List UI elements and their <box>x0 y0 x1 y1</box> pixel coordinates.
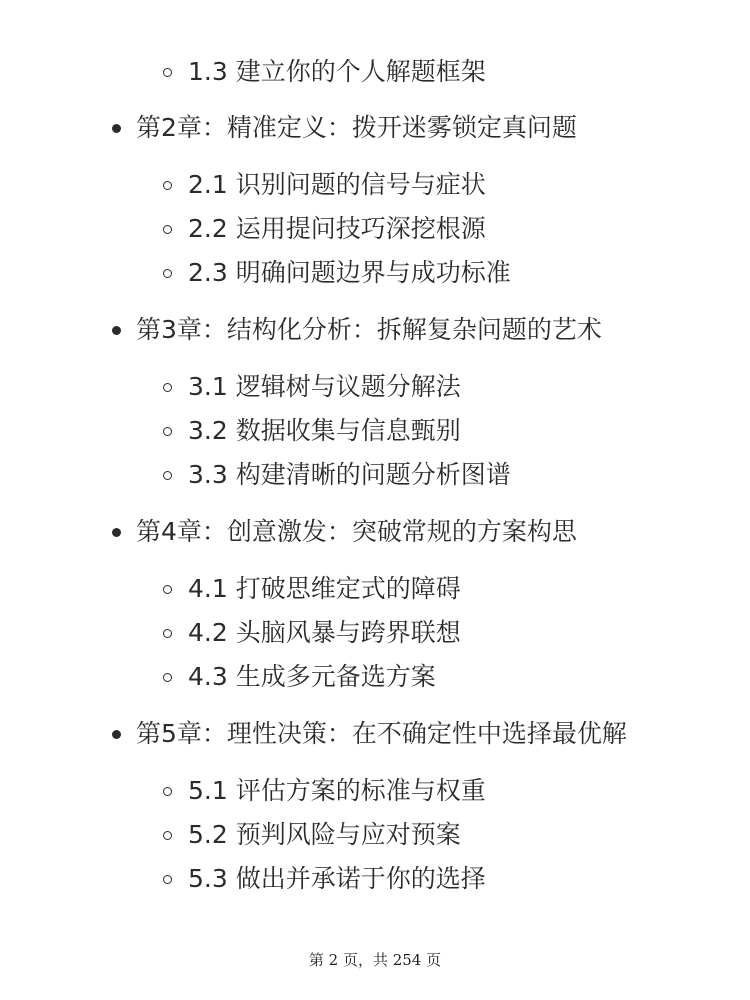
toc-chapter-label: 第3章：结构化分析：拆解复杂问题的艺术 <box>136 315 602 344</box>
toc-item-5-2[interactable] <box>163 818 461 852</box>
toc-item-label: 5.1 评估方案的标准与权重 <box>188 776 486 805</box>
toc-item-label: 3.2 数据收集与信息甄别 <box>188 416 461 445</box>
circle-bullet-icon <box>163 787 172 796</box>
toc-chapter-label: 第4章：创意激发：突破常规的方案构思 <box>136 517 577 546</box>
toc-chapter-label: 第2章：精准定义：拨开迷雾锁定真问题 <box>136 113 577 142</box>
circle-bullet-icon <box>163 585 172 594</box>
circle-bullet-icon <box>163 269 172 278</box>
toc-item-label: 2.2 运用提问技巧深挖根源 <box>188 214 486 243</box>
toc-chapter-2[interactable] <box>112 111 577 145</box>
toc-item-label: 3.3 构建清晰的问题分析图谱 <box>188 460 511 489</box>
toc-item-label: 4.2 头脑风暴与跨界联想 <box>188 618 461 647</box>
toc-item-5-3[interactable] <box>163 862 486 896</box>
circle-bullet-icon <box>163 68 172 77</box>
disc-bullet-icon <box>112 730 121 739</box>
circle-bullet-icon <box>163 383 172 392</box>
circle-bullet-icon <box>163 471 172 480</box>
toc-item-2-2[interactable] <box>163 212 486 246</box>
disc-bullet-icon <box>112 528 121 537</box>
circle-bullet-icon <box>163 875 172 884</box>
toc-item-label: 1.3 建立你的个人解题框架 <box>188 57 486 86</box>
disc-bullet-icon <box>112 124 121 133</box>
circle-bullet-icon <box>163 673 172 682</box>
toc-item-label: 2.3 明确问题边界与成功标准 <box>188 258 511 287</box>
toc-item-3-3[interactable] <box>163 458 511 492</box>
circle-bullet-icon <box>163 831 172 840</box>
circle-bullet-icon <box>163 629 172 638</box>
toc-chapter-label: 第5章：理性决策：在不确定性中选择最优解 <box>136 719 627 748</box>
toc-item-label: 2.1 识别问题的信号与症状 <box>188 170 486 199</box>
toc-item-5-1[interactable] <box>163 774 486 808</box>
circle-bullet-icon <box>163 427 172 436</box>
toc-item-4-1[interactable] <box>163 572 461 606</box>
toc-chapter-4[interactable] <box>112 515 577 549</box>
toc-item-label: 4.3 生成多元备选方案 <box>188 662 436 691</box>
toc-item-2-3[interactable] <box>163 256 511 290</box>
toc-item-4-2[interactable] <box>163 616 461 650</box>
toc-item-label: 5.3 做出并承诺于你的选择 <box>188 864 486 893</box>
toc-item-3-2[interactable] <box>163 414 461 448</box>
toc-item-4-3[interactable] <box>163 660 436 694</box>
toc-item-label: 5.2 预判风险与应对预案 <box>188 820 461 849</box>
toc-item-1-3[interactable] <box>163 55 486 89</box>
disc-bullet-icon <box>112 326 121 335</box>
toc-item-label: 4.1 打破思维定式的障碍 <box>188 574 461 603</box>
toc-item-2-1[interactable] <box>163 168 486 202</box>
page-indicator: 第 2 页，共 254 页 <box>308 951 442 969</box>
toc-item-3-1[interactable] <box>163 370 461 404</box>
circle-bullet-icon <box>163 225 172 234</box>
toc-chapter-3[interactable] <box>112 313 602 347</box>
toc-chapter-5[interactable] <box>112 717 627 751</box>
toc-item-label: 3.1 逻辑树与议题分解法 <box>188 372 461 401</box>
circle-bullet-icon <box>163 181 172 190</box>
